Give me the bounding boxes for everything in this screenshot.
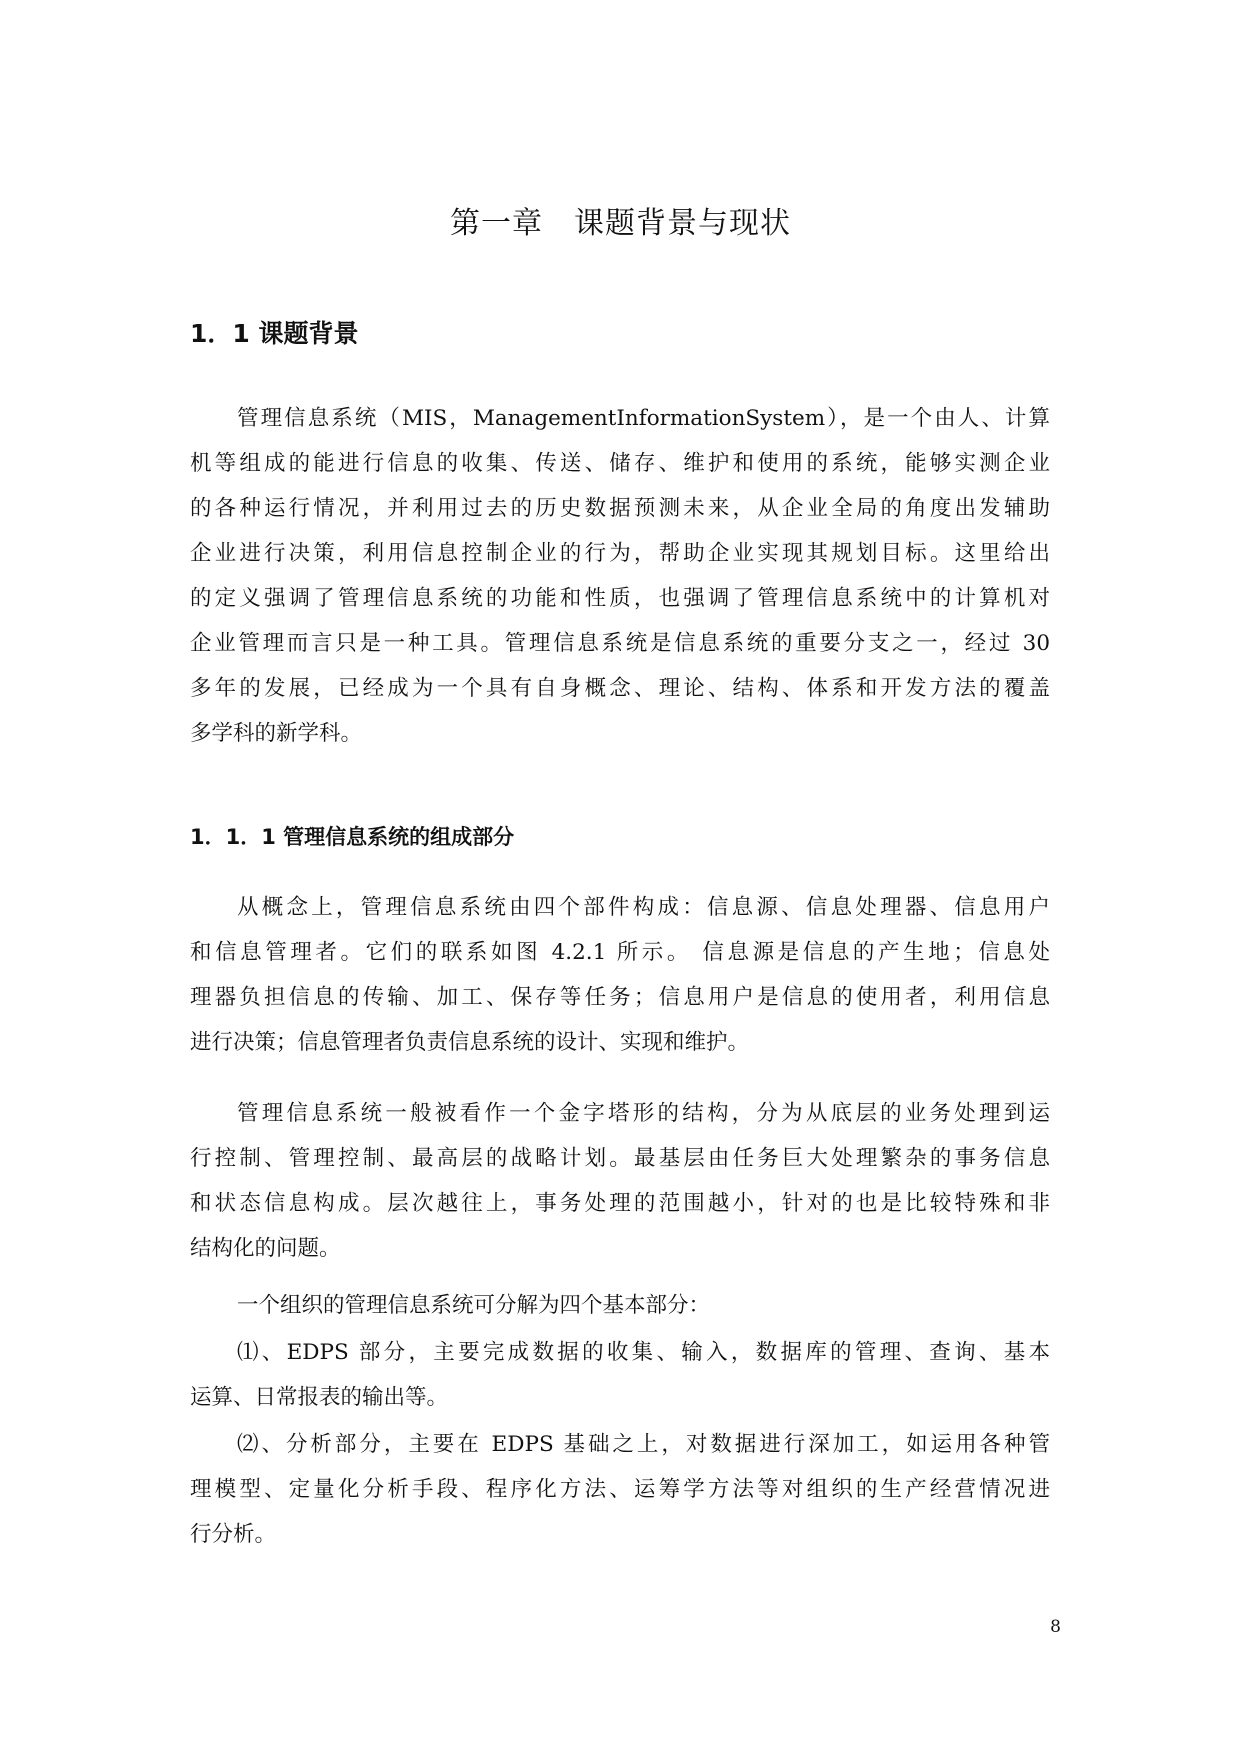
paragraph-components <box>190 885 1050 1065</box>
list-item-edps <box>190 1330 1050 1420</box>
section-heading: 1．1 课题背景 <box>190 319 359 348</box>
paragraph-line: 多年的发展，已经成为一个具有自身概念、理论、结构、体系和开发方法的覆盖 <box>190 676 1050 701</box>
paragraph-line: 和状态信息构成。层次越往上，事务处理的范围越小，针对的也是比较特殊和非 <box>190 1191 1050 1216</box>
paragraph-line: 企业管理而言只是一种工具。管理信息系统是信息系统的重要分支之一，经过 30 <box>190 631 1050 656</box>
paragraph-line: 理器负担信息的传输、加工、保存等任务；信息用户是信息的使用者，利用信息 <box>190 985 1050 1010</box>
paragraph-line: 的定义强调了管理信息系统的功能和性质，也强调了管理信息系统中的计算机对 <box>190 586 1050 611</box>
paragraph-line: 管理信息系统（MIS，ManagementInformationSystem），是一个由人、计算 <box>237 406 1050 431</box>
paragraph-line: 一个组织的管理信息系统可分解为四个基本部分： <box>237 1293 711 1318</box>
paragraph-four-parts-intro <box>190 1283 1050 1328</box>
paragraph-line: 机等组成的能进行信息的收集、传送、储存、维护和使用的系统，能够实测企业 <box>190 451 1050 476</box>
paragraph-line: 多学科的新学科。 <box>190 721 363 746</box>
paragraph-line: 行控制、管理控制、最高层的战略计划。最基层由任务巨大处理繁杂的事务信息 <box>190 1146 1050 1171</box>
paragraph-line: 企业进行决策，利用信息控制企业的行为，帮助企业实现其规划目标。这里给出 <box>190 541 1050 566</box>
paragraph-line: 进行决策；信息管理者负责信息系统的设计、实现和维护。 <box>190 1030 750 1055</box>
paragraph-line: 管理信息系统一般被看作一个金字塔形的结构，分为从底层的业务处理到运 <box>237 1101 1050 1126</box>
chapter-title: 第一章 课题背景与现状 <box>450 206 791 241</box>
paragraph-line: 的各种运行情况，并利用过去的历史数据预测未来，从企业全局的角度出发辅助 <box>190 496 1050 521</box>
paragraph-mis-definition <box>190 396 1050 756</box>
paragraph-line: 和信息管理者。它们的联系如图 4.2.1 所示。 信息源是信息的产生地；信息处 <box>190 940 1050 965</box>
paragraph-line: ⑴、EDPS 部分，主要完成数据的收集、输入，数据库的管理、查询、基本 <box>237 1340 1050 1365</box>
paragraph-line: ⑵、分析部分，主要在 EDPS 基础之上，对数据进行深加工，如运用各种管 <box>237 1432 1050 1457</box>
paragraph-line: 行分析。 <box>190 1522 277 1547</box>
list-item-analysis <box>190 1422 1050 1557</box>
paragraph-line: 结构化的问题。 <box>190 1236 341 1261</box>
subsection-heading: 1．1．1 管理信息系统的组成部分 <box>190 825 515 849</box>
paragraph-line: 运算、日常报表的输出等。 <box>190 1385 449 1410</box>
page-number: 8 <box>1050 1617 1061 1637</box>
paragraph-line: 理模型、定量化分析手段、程序化方法、运筹学方法等对组织的生产经营情况进 <box>190 1477 1050 1502</box>
paragraph-line: 从概念上，管理信息系统由四个部件构成：信息源、信息处理器、信息用户 <box>237 895 1050 920</box>
paragraph-pyramid-structure <box>190 1091 1050 1271</box>
